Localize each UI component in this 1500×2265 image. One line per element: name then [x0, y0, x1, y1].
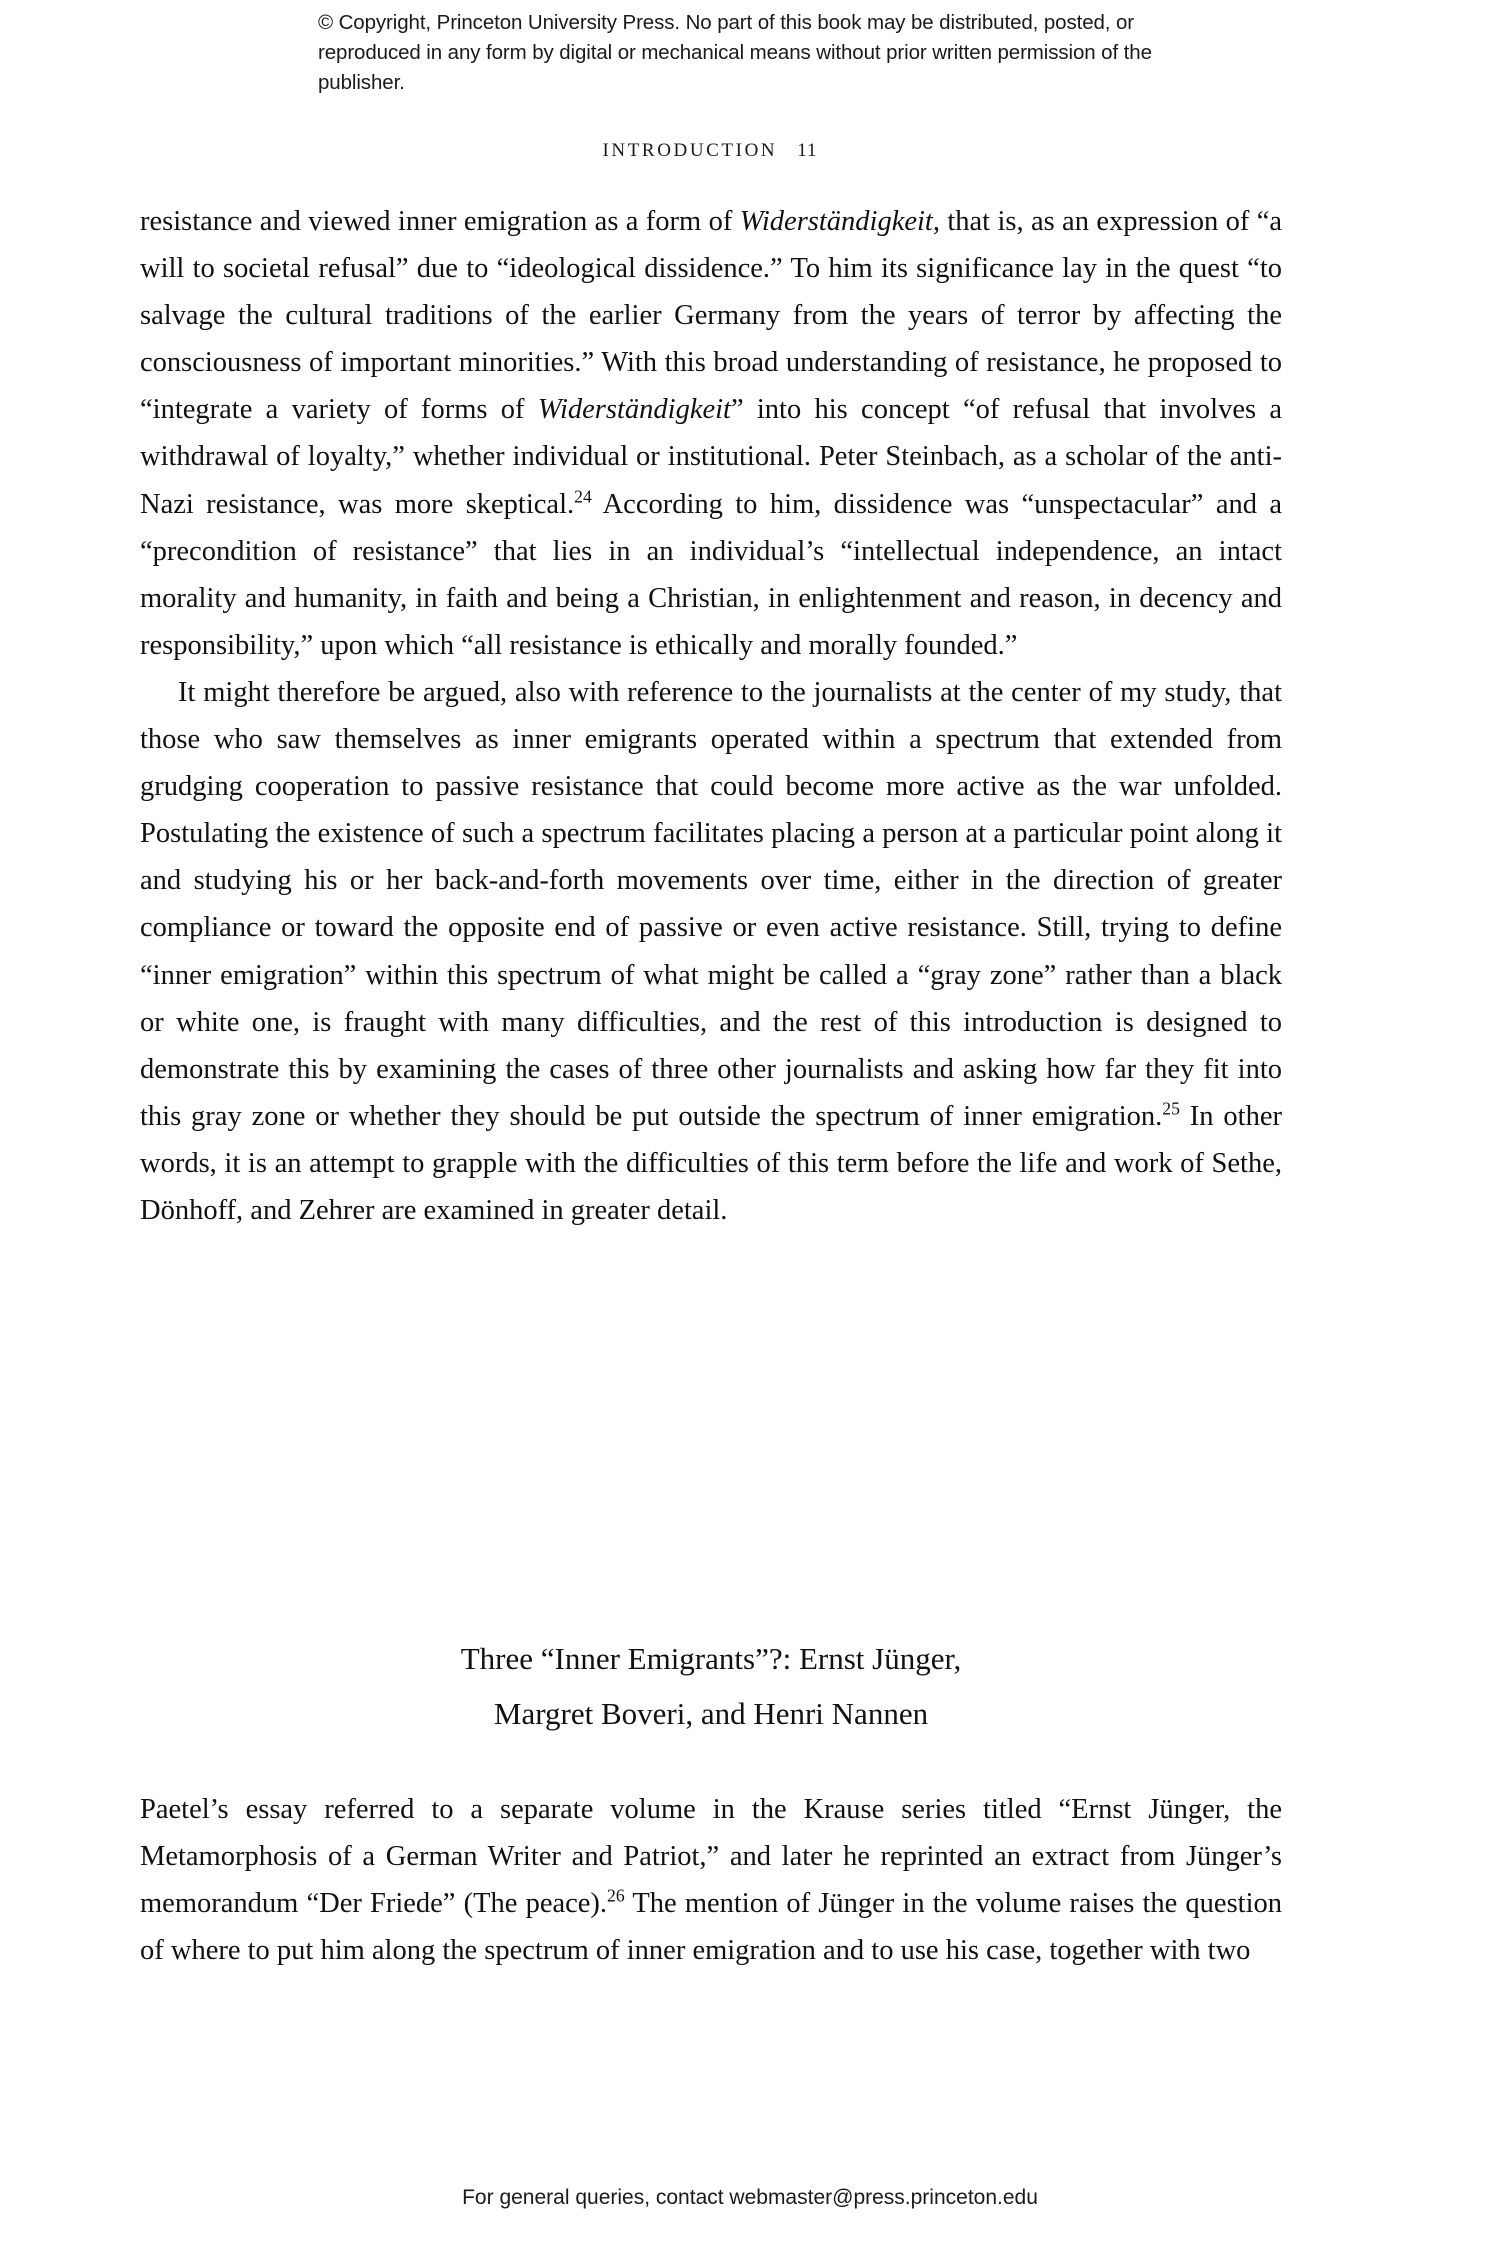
paragraph-1-segment-4: According to him, dissidence was “unspectacular” and a “precondition of resistance” that lies in an individual’s “intellectual independence, an intact morality and humanity, in faith and being a Christian, in enlightenment and reason, in decency and responsibility,” upon which “all resistance is ethically and morally founded.”	[140, 488, 1282, 661]
paragraph-1-segment-1: resistance and viewed inner emigration as a form of	[140, 206, 740, 237]
section-heading-line-1: Three “Inner Emigrants”?: Ernst Jünger,	[460, 1641, 962, 1676]
german-term-widerstaendigkeit-1: Widerständigkeit	[739, 206, 933, 237]
footnote-marker-25: 25	[1162, 1098, 1180, 1119]
paragraph-2	[140, 669, 1282, 1234]
paragraph-3-segment-1: Paetel’s essay referred to a separate volume in the Krause series titled “Ernst Jünger, the Metamorphosis of a German Writer and Patriot,” and later he reprinted an extract from Jünger’s memorandum “Der Friede” (The peace).	[140, 1794, 1282, 1920]
running-head-label: INTRODUCTION	[602, 140, 778, 161]
section-heading-line-2: Margret Boveri, and Henri Nannen	[493, 1696, 929, 1731]
footnote-marker-24: 24	[574, 486, 592, 507]
body-text-after-heading	[140, 1786, 1282, 1974]
german-term-widerstaendigkeit-2: Widerständigkeit	[537, 394, 731, 426]
footer-notice: For general queries, contact webmaster@press.princeton.edu	[462, 2186, 1038, 2209]
running-head	[140, 140, 1280, 162]
paragraph-1-segment-2: , that is, as an expression of “a will to societal refusal” due to “ideological dissidence.” To him its significance lay in the quest “to salvage the cultural traditions of the earlier Germany from the years of terror by affecting the consciousness of important minorities.” With this broad understanding of resistance, he proposed to “integrate a variety of forms of	[140, 206, 1283, 426]
paragraph-3	[140, 1786, 1282, 1974]
paragraph-3-segment-2: The mention of Jünger in the volume raises the question of where to put him along the spectrum of inner emigration and to use his case, together with two	[140, 1888, 1282, 1967]
footnote-marker-26: 26	[607, 1885, 625, 1906]
page-number: 11	[797, 140, 818, 161]
paragraph-2-segment-2: In other words, it is an attempt to grapple with the difficulties of this term before the life and work of Sethe, Dönhoff, and Zehrer are examined in greater detail.	[140, 1100, 1282, 1226]
paragraph-1-segment-3: ” into his concept “of refusal that involves a withdrawal of loyalty,” whether individual or institutional. Peter Steinbach, as a scholar of the anti-Nazi resistance, was more skeptical.	[140, 394, 1282, 520]
section-heading	[140, 1631, 1282, 1741]
paragraph-1	[140, 198, 1282, 669]
copyright-notice: © Copyright, Princeton University Press. No part of this book may be distributed, posted, or reproduced in any form by digital or mechanical means without prior written permission of the publisher.	[318, 11, 1152, 94]
body-text-column	[140, 198, 1282, 1234]
paragraph-2-segment-1: It might therefore be argued, also with reference to the journalists at the center of my study, that those who saw themselves as inner emigrants operated within a spectrum that extended from grudging cooperation to passive resistance that could become more active as the war unfolded. Postulating the existence of such a spectrum facilitates placing a person at a particular point along it and studying his or her back-and-forth movements over time, either in the direction of greater compliance or toward the opposite end of passive or even active resistance. Still, trying to define “inner emigration” within this spectrum of what might be called a “gray zone” rather than a black or white one, is fraught with many difficulties, and the rest of this introduction is designed to demonstrate this by examining the cases of three other journalists and asking how far they fit into this gray zone or whether they should be put outside the spectrum of inner emigration.	[140, 676, 1282, 1132]
